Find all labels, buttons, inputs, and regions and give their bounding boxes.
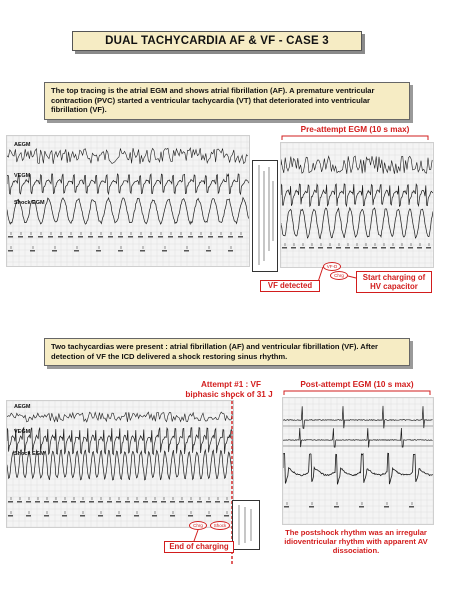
panel2-label-shock: Shock EGM (14, 451, 45, 457)
pre-attempt-label: Pre-attempt EGM (10 s max) (300, 125, 410, 134)
panel1-label-aegm: AEGM (14, 142, 31, 148)
panel1-strip-right (280, 142, 434, 268)
page-title: DUAL TACHYCARDIA AF & VF - CASE 3 (105, 35, 329, 47)
panel2-strip-right (282, 397, 434, 525)
attempt-label-line2: biphasic shock of 31 J (185, 390, 273, 399)
title-box (72, 31, 362, 51)
panel1-label-vegm: VEGM (14, 173, 31, 179)
panel1-note: The top tracing is the atrial EGM and shows atrial fibrillation (AF). A premature ventricular contraction (PVC) started a ventricular tachycardia (VT) that deteriorated into ventricular fibrillation (VF). (44, 82, 410, 120)
post-attempt-label: Post-attempt EGM (10 s max) (300, 380, 414, 389)
panel2-strip-left-svg (7, 401, 233, 527)
panel1-oval-chrg: Chrg (330, 271, 348, 280)
vf-detected-callout: VF detected (260, 280, 320, 292)
pre-attempt-bracket (280, 135, 430, 141)
panel2-label-aegm: AEGM (14, 404, 31, 410)
panel1-info-box (252, 160, 278, 272)
panel2-oval-shock: Shock (210, 521, 230, 530)
post-attempt-bracket (282, 390, 432, 396)
panel2-label-vegm: VEGM (14, 429, 31, 435)
panel1-oval-vfd: VF-D (323, 262, 341, 271)
panel1-label-shock: Shock EGM (14, 200, 45, 206)
panel1-strip-right-svg (281, 143, 433, 267)
panel2-info-box (232, 500, 260, 550)
panel2-note: Two tachycardias were present : atrial fibrillation (AF) and ventricular fibrillation (VF). After detection of VF the ICD delivered a shock restoring sinus rhythm. (44, 338, 410, 366)
panel2-info-lines (233, 501, 259, 549)
panel2-strip-right-svg (283, 398, 433, 524)
panel2-strip-left (6, 400, 234, 528)
panel1-info-lines (253, 161, 277, 271)
panel2-oval-chrg: Chrg (189, 521, 207, 530)
end-of-charging-callout: End of charging (164, 541, 234, 553)
postshock-note: The postshock rhythm was an irregular idioventricular rhythm with apparent AV dissociation. (284, 528, 428, 555)
start-charging-callout: Start charging of HV capacitor (356, 271, 432, 293)
attempt-label-line1: Attempt #1 : VF (200, 380, 262, 389)
